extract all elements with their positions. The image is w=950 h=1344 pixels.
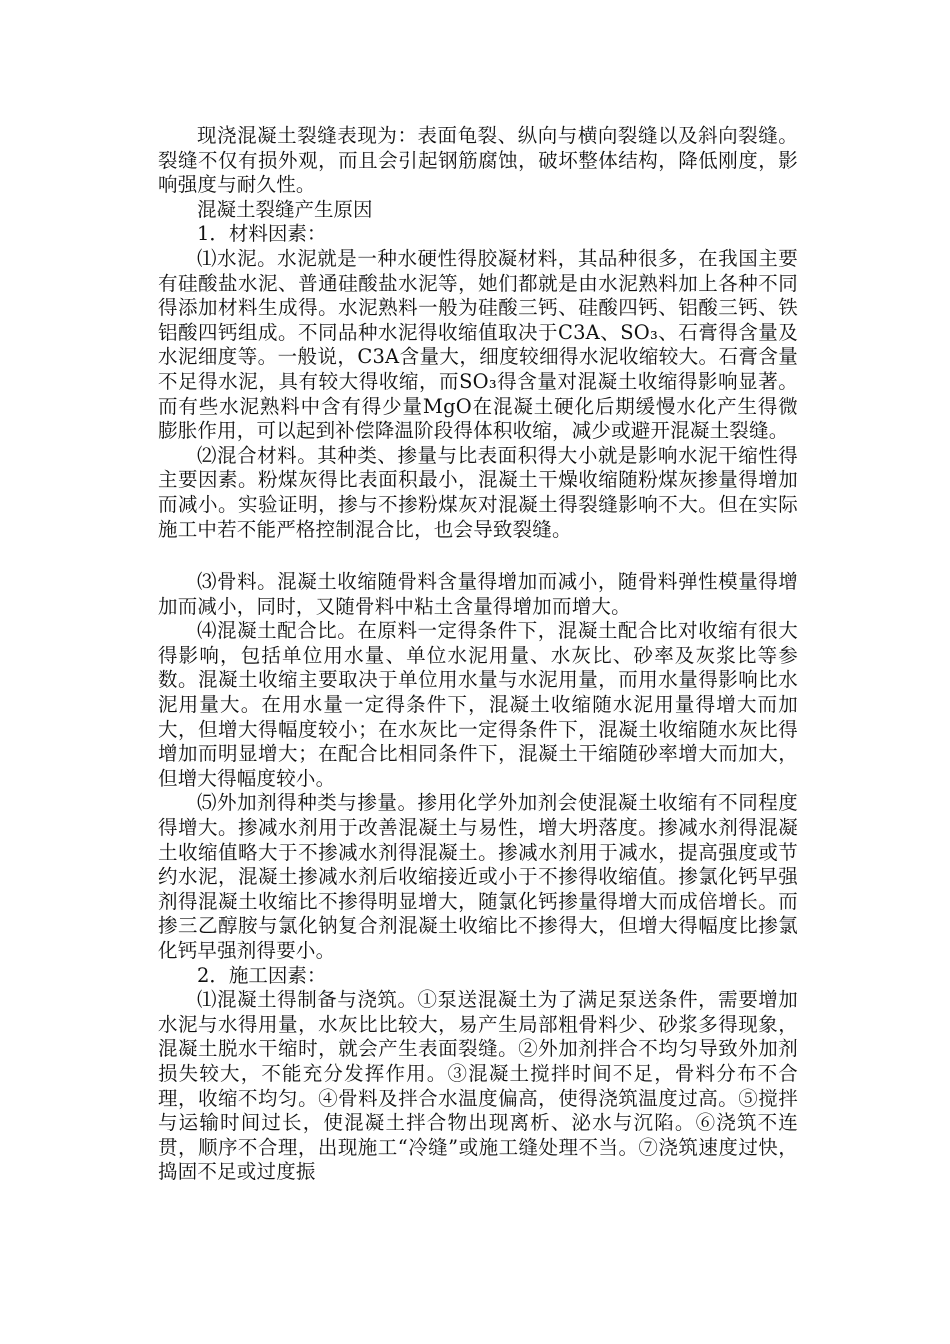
- intro-paragraph: 现浇混凝土裂缝表现为：表面龟裂、纵向与横向裂缝以及斜向裂缝。裂缝不仅有损外观，而且会引起钢筋腐蚀，破坏整体结构，降低刚度，影响强度与耐久性。: [158, 124, 798, 197]
- heading-material-factors: 1．材料因素：: [197, 222, 327, 246]
- paragraph-additive: ⑸外加剂得种类与掺量。掺用化学外加剂会使混凝土收缩有不同程度得增大。掺减水剂用于改善混凝土与易性，增大坍落度。掺减水剂得混凝土收缩值略大于不掺减水剂得混凝土。掺减水剂用于减水，提高强度或节约水泥，混凝土掺减水剂后收缩接近或小于不掺得收缩值。掺氯化钙早强剂得混凝土收缩比不掺得明显增大，随氯化钙掺量得增大而成倍增长。而掺三乙醇胺与氯化钠复合剂混凝土收缩比不掺得大，但增大得幅度比掺氯化钙早强剂得要小。: [158, 791, 798, 962]
- paragraph-aggregate: ⑶骨料。混凝土收缩随骨料含量得增加而减小，随骨料弹性模量得增加而减小，同时，又随骨料中粘土含量得增加而增大。: [158, 570, 798, 618]
- blank-line: [158, 542, 798, 570]
- paragraph-cement: ⑴水泥。水泥就是一种水硬性得胶凝材料，其品种很多，在我国主要有硅酸盐水泥、普通硅酸盐水泥等，她们都就是由水泥熟料加上各种不同得添加材料生成得。水泥熟料一般为硅酸三钙、硅酸四钙、铝酸三钙、铁铝酸四钙组成。不同品种水泥得收缩值取决于C3A、SO₃、石膏得含量及水泥细度等。一般说，C3A含量大，细度较细得水泥收缩较大。石膏含量不足得水泥，具有较大得收缩，而SO₃得含量对混凝土收缩得影响显著。而有些水泥熟料中含有得少量MgO在混凝土硬化后期缓慢水化产生得微膨胀作用，可以起到补偿降温阶段得体积收缩，减少或避开混凝土裂缝。: [158, 246, 798, 443]
- document-body: [158, 124, 798, 1185]
- paragraph-mix-ratio: ⑷混凝土配合比。在原料一定得条件下，混凝土配合比对收缩有很大得影响，包括单位用水量、单位水泥用量、水灰比、砂率及灰浆比等参数。混凝土收缩主要取决于单位用水量与水泥用量，而用水量得影响比水泥用量大。在用水量一定得条件下，混凝土收缩随水泥用量得增大而加大，但增大得幅度较小；在水灰比一定得条件下，混凝土收缩随水灰比得增加而明显增大；在配合比相同条件下，混凝土干缩随砂率增大而加大，但增大得幅度较小。: [158, 619, 798, 790]
- section-title: 混凝土裂缝产生原因: [197, 197, 373, 221]
- heading-construction-factors: 2．施工因素：: [197, 963, 327, 987]
- paragraph-admixture: ⑵混合材料。其种类、掺量与比表面积得大小就是影响水泥干缩性得主要因素。粉煤灰得比表面积最小，混凝土干燥收缩随粉煤灰掺量得增加而减小。实验证明，掺与不掺粉煤灰对混凝土得裂缝影响不大。但在实际施工中若不能严格控制混合比，也会导致裂缝。: [158, 443, 798, 541]
- paragraph-pouring: ⑴混凝土得制备与浇筑。①泵送混凝土为了满足泵送条件，需要增加水泥与水得用量，水灰比比较大，易产生局部粗骨料少、砂浆多得现象，混凝土脱水干缩时，就会产生表面裂缝。②外加剂拌合不均匀导致外加剂损失较大，不能充分发挥作用。③混凝土搅拌时间不足，骨料分布不合理，收缩不均匀。④骨料及拌合水温度偏高，使得浇筑温度过高。⑤搅拌与运输时间过长，使混凝土拌合物出现离析、泌水与沉陷。⑥浇筑不连贯，顺序不合理，出现施工“冷缝”或施工缝处理不当。⑦浇筑速度过快，捣固不足或过度振: [158, 988, 798, 1184]
